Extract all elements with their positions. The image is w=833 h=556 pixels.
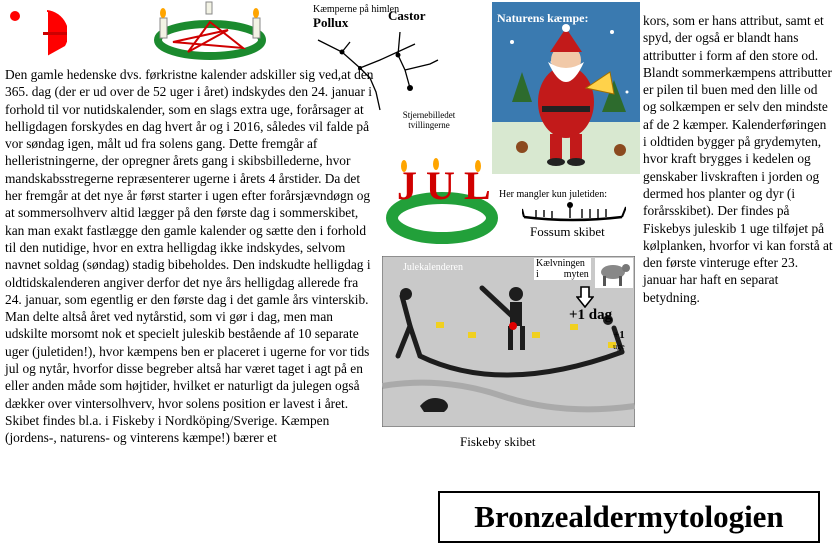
plus-one-day-label: +1 dag	[569, 307, 613, 323]
star-map-heading: Kæmperne på himlen	[313, 4, 400, 15]
down-arrow-icon	[576, 286, 594, 308]
kaelvning-line1: Kælvningen	[536, 258, 585, 269]
santa-panel-label: Naturens kæmpe:	[497, 11, 589, 25]
star-map-note-line2: tvillingerne	[408, 120, 450, 130]
fossum-caption: Fossum skibet	[530, 224, 605, 239]
jul-letter-j: J	[397, 163, 417, 208]
plus-one-small: +1	[613, 329, 625, 341]
jul-letter-u: U	[426, 163, 455, 208]
star-map-note	[389, 110, 469, 130]
advent-wreath-icon	[148, 0, 272, 62]
fiskeby-caption: Fiskeby skibet	[460, 434, 536, 449]
kaelvning-line2: i myten	[536, 269, 589, 280]
title-box	[438, 491, 820, 543]
star-label-pollux: Pollux	[313, 15, 349, 30]
star-label-castor: Castor	[388, 8, 426, 23]
star-map-note-line1: Stjernebilledet	[402, 110, 456, 120]
fossum-ship-drawing	[522, 201, 626, 225]
body-text-left: Den gamle hedenske dvs. førkristne kalender adskiller sig ved,at den 365. dag (der er ud over de 52 uger i året) indskydes den 24. januar i forhold til vor nutidskalender, som en slags extra uge, forårsager at helligdagen forskydes en dag hvert år og i 2016, således vil falde på vor søndag igen, målt ud fra solens gang. Dette fremgår af helleristningerne, der opregner årets gang i skibsbillederne, hvor mandskabsstregerne repræsenterer ugerne i årets 4 årstider. Da det her fremgår at det nye år først starter i ugen efter forårsjævndøgn og at sommersolhverv altid lægger på den første dag i sommerskibet, kan man exakt fastlægge den gamle kalender og sætte den i forhold til den nutidige, hvor en extra helligdag ikke indskydes, selvom navnet soldag (søndag) stadig bibeholdes. Den indskudte helligdag i oldtidskalenderen angiver derfor det nye års helligdag allerede fra 24. januar, som egentlig er den første dag i det gamle års vinterskib. Man delte altså året ved nytårstid, som vi gør i dag, men man udskilte morsomt nok et specielt juleskib bestående af 10 separate uger (juletiden!), hvor kæmpens ben er placeret i ugerne for vor tids jul og nytår, hvorfor disse begreber altså har været taget i agt på en eller anden måde som højtider, hvilket er naturligt da julegen også dækker over vintersolhverv, hvor solens position er lavest i året. Skibet findes bl.a. i Fiskeby i Nordköping/Sverige. Kæmpen (jordens-, naturens- og vinterens kæmpe!) bærer et	[5, 67, 374, 446]
santa-picture	[492, 2, 640, 174]
cow-icon	[595, 258, 633, 288]
plus-one-week-label	[613, 330, 625, 352]
body-text-right: kors, som er hans attribut, samt et spyd, der også er blandt hans attributter i form af den store od. Blandt sommerkæmpens attributter er pilen til buen med den lille od og solkæmpen er selv den mindste af de 2 kæmper. Kalenderføringen i oldtiden bygger på grydemyten, hvor kraft brygges i kedelen og genskaber livskraften i jorden og dermed hos planter og dyr (i forårsskibet). Der findes på Fiskebys juleskib 1 uge tilføjet på kølplanken, hvorfor vi kan forstå at den første vinteruge efter 23. januar har haft en separat betydning.	[643, 13, 833, 305]
fiskeby-label-julekalender: Julekalenderen	[403, 262, 463, 273]
plus-one-small-sub: uge	[613, 342, 625, 351]
fossum-note: Her mangler kun juletiden:	[499, 189, 608, 200]
jul-letter-l: L	[464, 163, 491, 208]
sun-cross-icon	[3, 4, 67, 64]
fiskeby-label-kaelvning	[534, 258, 591, 280]
page-title: Bronzealdermytologien	[474, 499, 784, 534]
